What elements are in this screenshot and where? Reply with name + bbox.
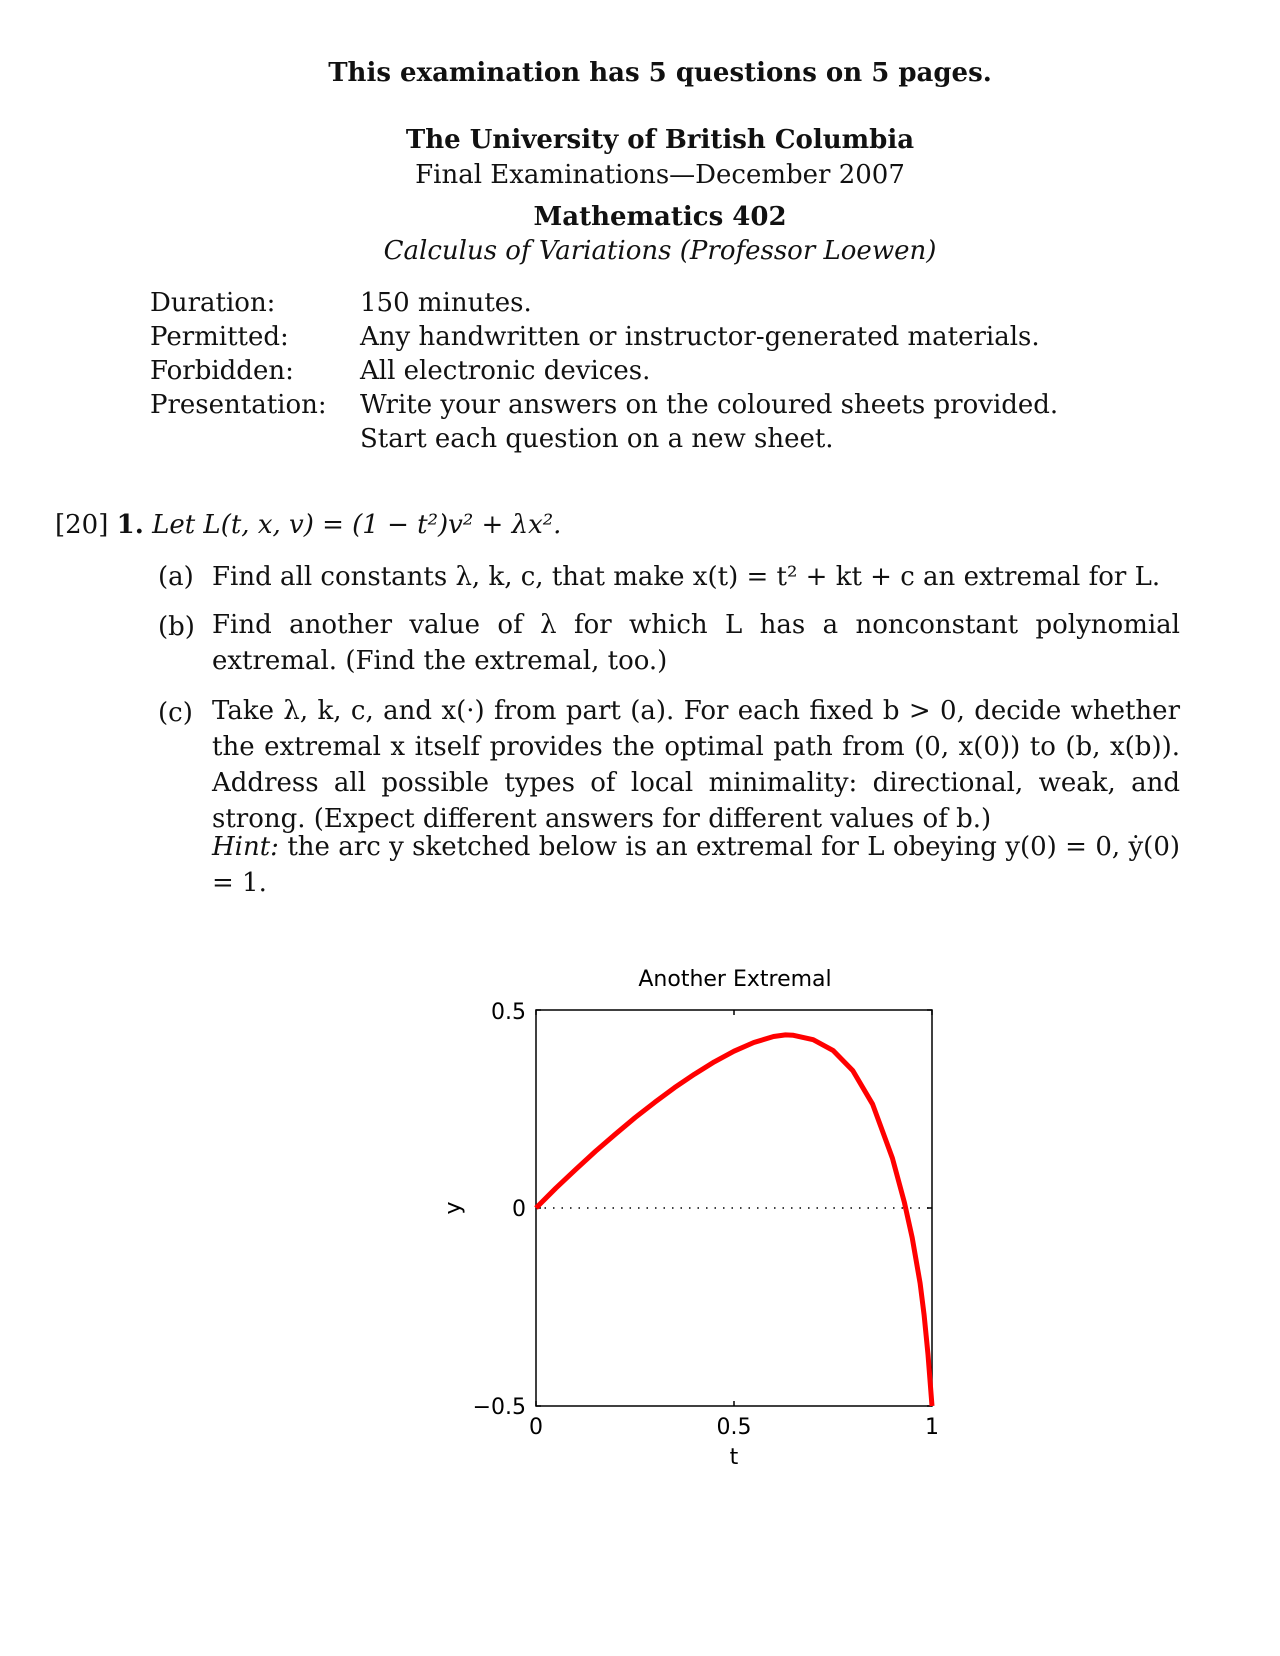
rule-value: Write your answers on the coloured sheets provided. (360, 390, 1059, 420)
part-c-label: (c) (158, 698, 193, 728)
rule-label: Duration: (150, 288, 276, 318)
rule-label: Presentation: (150, 390, 327, 420)
x-axis-label: t (729, 1445, 739, 1470)
rule-label: Forbidden: (150, 356, 294, 386)
rule-value: Start each question on a new sheet. (360, 424, 834, 454)
hint-text: the arc y sketched below is an extremal for L obeying y(0) = 0, ẏ(0) = 1. (212, 832, 1181, 898)
question-marks: [20] (55, 510, 109, 540)
question-stem: Let L(t, x, v) = (1 − t²)v² + λx². (152, 510, 562, 540)
part-b-text: Find another value of λ for which L has a nonconstant polynomial extremal. (Find the extremal, too.) (212, 610, 1180, 676)
y-tick-label: 0.5 (491, 1000, 526, 1025)
rule-value: Any handwritten or instructor-generated materials. (360, 322, 1040, 352)
question-number: 1. (116, 510, 144, 540)
axis-ticks (536, 1010, 932, 1406)
y-tick-label: 0 (512, 1197, 526, 1222)
hint-label: Hint: (212, 832, 279, 862)
y-tick-label: −0.5 (472, 1395, 526, 1420)
course-title: Mathematics 402 (533, 202, 787, 232)
y-axis-label: y (441, 1201, 466, 1215)
chart-title: Another Extremal (638, 967, 832, 992)
rule-value: All electronic devices. (360, 356, 651, 386)
x-tick-label: 0 (529, 1415, 543, 1440)
exam-notice: This examination has 5 questions on 5 pages. (328, 58, 992, 88)
part-a-label: (a) (158, 562, 194, 592)
plot-frame (536, 1010, 932, 1406)
part-c-text: Take λ, k, c, and x(·) from part (a). For each fixed b > 0, decide whether the extremal x itself provides the optimal path from (0, x(0)) to (b, x(b)). Address all possible types of local minimality: directional, weak, and strong. (Expect different answers for different values of b.) (212, 696, 1180, 834)
extremal-curve (536, 1035, 932, 1406)
part-a-text: Find all constants λ, k, c, that make x(t) = t² + kt + c an extremal for L. (212, 562, 1161, 592)
rule-label: Permitted: (150, 322, 289, 352)
course-subtitle: Calculus of Variations (Professor Loewen) (383, 236, 937, 266)
exam-session: Final Examinations—December 2007 (415, 160, 905, 190)
university-name: The University of British Columbia (405, 125, 915, 155)
rule-value: 150 minutes. (360, 288, 532, 318)
x-tick-label: 0.5 (716, 1415, 752, 1440)
part-b-label: (b) (158, 612, 195, 642)
x-tick-label: 1 (925, 1415, 939, 1440)
